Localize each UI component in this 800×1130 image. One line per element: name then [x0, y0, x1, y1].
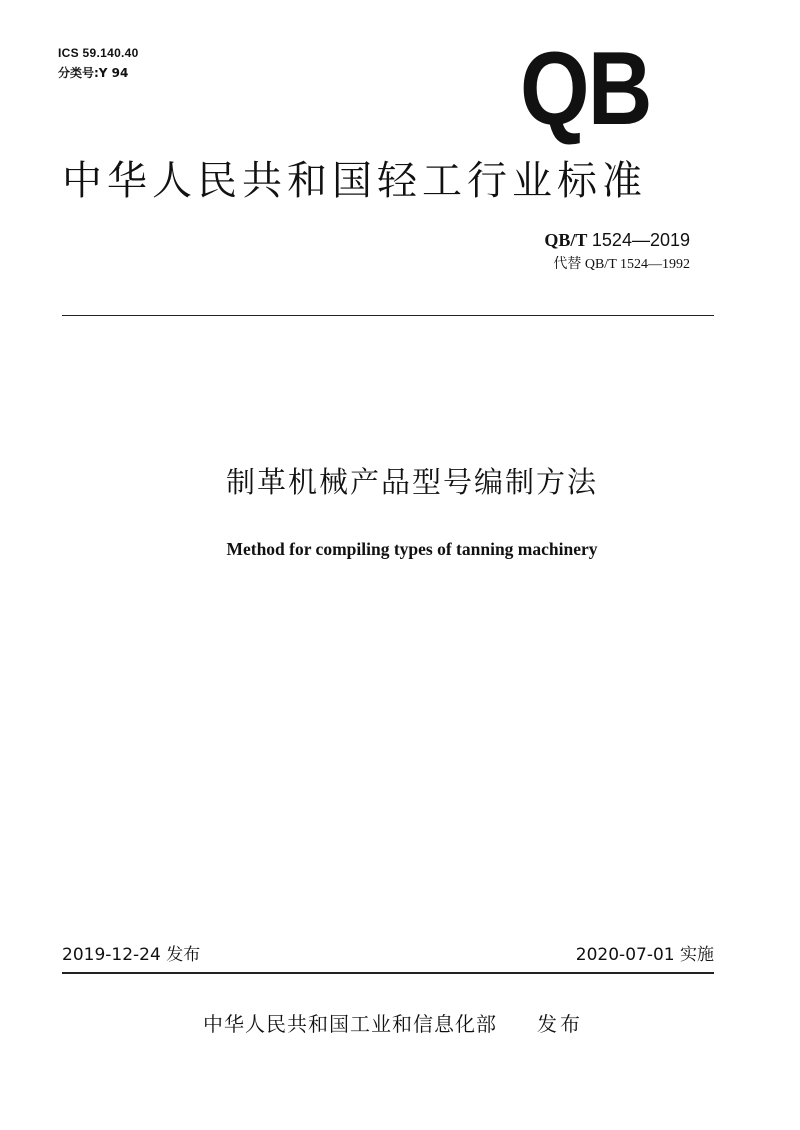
document-title-en: Method for compiling types of tanning machinery: [226, 539, 598, 559]
header-divider: [62, 315, 714, 316]
publish-date: 2019-12-24 发布: [62, 945, 201, 965]
implement-date: 2020-07-01 实施: [575, 945, 714, 965]
replaces-standard: 代替 QB/T 1524—1992: [553, 257, 690, 272]
issue-label: 发布: [537, 1012, 583, 1036]
classification-code: 分类号:Y 94: [58, 66, 129, 80]
standard-prefix: QB/T: [544, 230, 588, 250]
document-title-cn: 制革机械产品型号编制方法: [225, 465, 598, 499]
standard-number: [544, 229, 690, 251]
ics-code: ICS 59.140.40: [58, 46, 139, 60]
qb-logo: QB: [520, 31, 651, 147]
standard-number-value: 1524—2019: [591, 230, 690, 250]
footer-divider: [62, 972, 714, 974]
standard-category-title: 中华人民共和国轻工行业标准: [62, 158, 647, 204]
issuing-authority: 中华人民共和国工业和信息化部: [203, 1012, 497, 1036]
